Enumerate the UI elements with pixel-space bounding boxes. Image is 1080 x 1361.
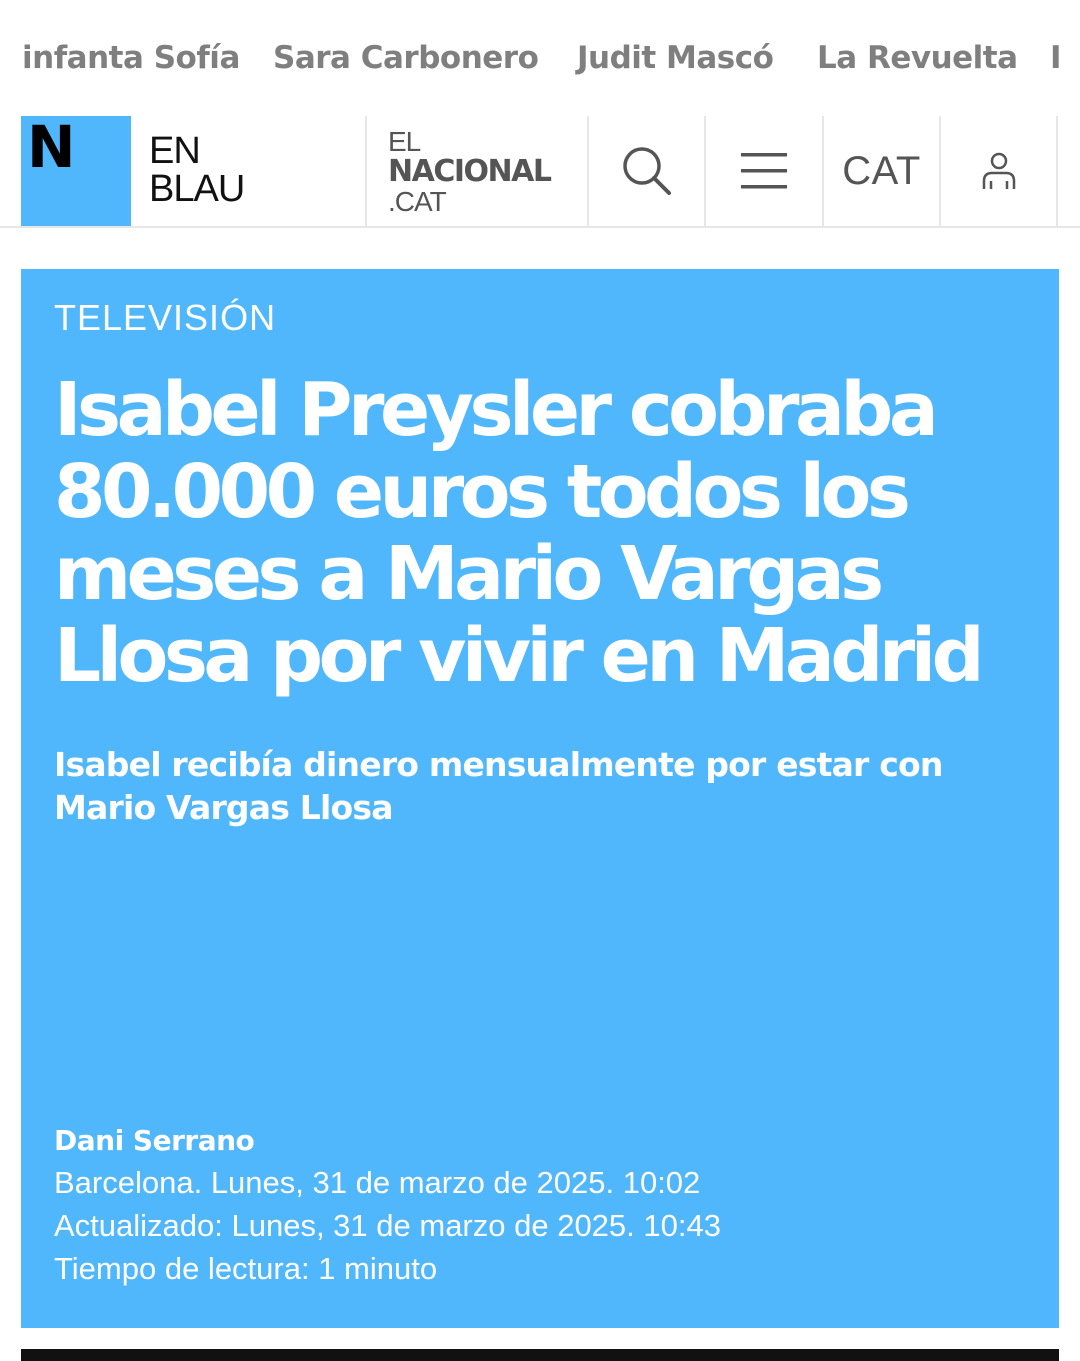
language-switch-button[interactable] <box>824 116 939 226</box>
section-name-line1: EN <box>149 130 200 172</box>
tag-link-sara-carbonero[interactable]: Sara Carbonero <box>273 40 539 76</box>
article-media-top-edge <box>21 1349 1059 1361</box>
site-header <box>0 113 1080 228</box>
search-button[interactable] <box>589 116 704 226</box>
header-divider <box>365 116 367 226</box>
logo-letter: N <box>27 113 76 181</box>
section-name-line2: BLAU <box>149 168 245 210</box>
brand-line2: NACIONAL <box>388 154 551 189</box>
article-subheadline: Isabel recibía dinero mensualmente por estar con Mario Vargas Llosa <box>54 745 943 827</box>
menu-button[interactable] <box>706 116 821 226</box>
account-button[interactable] <box>941 116 1056 226</box>
article-headline: Isabel Preysler cobraba 80.000 euros todos los meses a Mario Vargas Llosa por vivir en Madrid <box>54 367 981 699</box>
tag-link-la-revuelta[interactable]: La Revuelta <box>817 40 1018 76</box>
trending-tags-bar <box>0 0 1080 116</box>
tag-link-judit-masco[interactable]: Judit Mascó <box>577 40 774 76</box>
brand-logo-el-nacional[interactable] <box>388 128 550 216</box>
tag-link-truncated[interactable]: I <box>1050 40 1062 76</box>
logo-n-badge[interactable] <box>21 113 131 226</box>
language-label: CAT <box>842 148 921 193</box>
author-link[interactable]: Dani Serrano <box>54 1124 255 1157</box>
brand-line3: .CAT <box>388 186 446 217</box>
hamburger-menu-icon <box>741 151 787 191</box>
article-hero <box>21 269 1059 1328</box>
reading-time: Tiempo de lectura: 1 minuto <box>54 1251 438 1286</box>
updated-date: Actualizado: Lunes, 31 de marzo de 2025. 10:43 <box>54 1208 721 1243</box>
section-name-en-blau[interactable] <box>149 132 244 208</box>
publish-date: Barcelona. Lunes, 31 de marzo de 2025. 10:02 <box>54 1165 701 1200</box>
tag-link-infanta-sofia[interactable]: infanta Sofía <box>22 40 240 76</box>
article-byline <box>54 1121 721 1290</box>
header-divider <box>1056 116 1058 226</box>
search-icon <box>621 145 673 197</box>
article-category[interactable]: TELEVISIÓN <box>54 297 277 338</box>
brand-line1: EL <box>388 126 421 157</box>
user-icon <box>981 151 1017 191</box>
